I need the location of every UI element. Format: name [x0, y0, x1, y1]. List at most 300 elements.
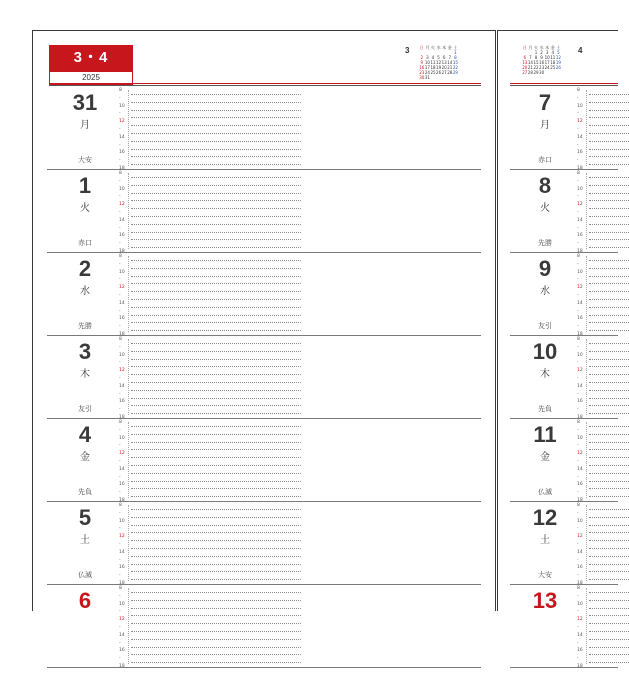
- hour-line: [131, 359, 301, 360]
- hour-line: [131, 156, 301, 157]
- mini-calendar-day: 17: [424, 65, 430, 70]
- hour-label: 18: [119, 165, 125, 171]
- hour-labels: [577, 89, 585, 175]
- day-row: [47, 165, 481, 254]
- hour-line: [131, 571, 301, 572]
- hour-guide: [128, 90, 129, 166]
- mini-calendar-day: 10: [544, 55, 550, 60]
- day-number: 2: [78, 256, 92, 281]
- mini-calendar-day: 30: [419, 75, 425, 80]
- hour-line: [131, 426, 301, 427]
- hour-label: 8: [577, 503, 580, 508]
- hour-label: 16: [119, 648, 125, 654]
- hour-label: 18: [577, 580, 583, 586]
- hour-line: [589, 413, 629, 414]
- hour-label: -: [119, 443, 121, 449]
- hour-label: -: [119, 209, 121, 215]
- hour-label: 18: [119, 414, 125, 420]
- hour-labels: [119, 504, 127, 590]
- hour-label: -: [577, 609, 579, 615]
- hour-label: 12: [119, 202, 125, 208]
- hour-line: [589, 571, 629, 572]
- hour-line: [131, 442, 301, 443]
- mini-calendar-weekday: 金: [447, 45, 452, 50]
- mini-calendar: [419, 45, 458, 80]
- mini-calendar-month: 3: [405, 46, 410, 55]
- day-rokuyo: 赤口: [78, 239, 92, 247]
- hour-line: [589, 200, 629, 201]
- day-weekday: 火: [80, 203, 90, 214]
- hour-label: -: [577, 308, 579, 314]
- mini-calendar-day: 27: [522, 70, 528, 75]
- hour-label: 18: [577, 663, 583, 669]
- hour-label: 10: [577, 518, 583, 524]
- hour-label: 14: [119, 300, 125, 306]
- hour-line: [131, 413, 301, 414]
- hour-line: [589, 315, 629, 316]
- hour-label: 8: [119, 88, 122, 93]
- hour-line: [131, 488, 301, 489]
- hour-label: -: [577, 541, 579, 547]
- hour-label: -: [577, 292, 579, 298]
- hour-line: [589, 579, 629, 580]
- hour-label: -: [577, 225, 579, 231]
- hour-line: [131, 481, 301, 482]
- hour-line: [131, 322, 301, 323]
- hour-labels: [577, 587, 585, 673]
- hour-label: -: [577, 427, 579, 433]
- hour-label: -: [119, 458, 121, 464]
- hour-line: [589, 564, 629, 565]
- mini-calendar-weekday: 金: [550, 45, 555, 50]
- hour-line: [131, 382, 301, 383]
- day-rokuyo: 先負: [78, 488, 92, 496]
- day-weekday: 土: [80, 535, 90, 546]
- hour-label: 14: [119, 134, 125, 140]
- mini-calendar-day: 9: [420, 60, 424, 65]
- hour-label: -: [119, 324, 121, 330]
- mini-calendar-day: 18: [430, 65, 436, 70]
- hour-label: 12: [119, 534, 125, 540]
- hour-line: [131, 102, 301, 103]
- hour-label: 10: [577, 103, 583, 109]
- hour-line: [131, 149, 301, 150]
- hour-line: [589, 509, 629, 510]
- month-tab: 3・4: [49, 45, 133, 71]
- hour-label: -: [577, 360, 579, 366]
- hour-label: 10: [119, 269, 125, 275]
- left-page: [32, 30, 496, 669]
- hour-line: [131, 343, 301, 344]
- hour-guide: [128, 588, 129, 664]
- hour-label: -: [119, 573, 121, 579]
- hour-label: 18: [119, 248, 125, 254]
- hour-labels: [119, 338, 127, 424]
- hour-guide: [586, 422, 587, 498]
- hour-line: [131, 548, 301, 549]
- hour-label: 10: [119, 435, 125, 441]
- hour-line: [131, 232, 301, 233]
- hour-label: 12: [577, 119, 583, 125]
- mini-calendar-day: 14: [447, 60, 453, 65]
- hour-label: 14: [119, 466, 125, 472]
- hour-label: -: [577, 474, 579, 480]
- hour-label: -: [119, 557, 121, 563]
- mini-calendar-day: 12: [555, 55, 561, 60]
- hour-line: [589, 260, 629, 261]
- mini-calendar-day: 21: [447, 65, 453, 70]
- hour-label: -: [577, 656, 579, 662]
- hour-line: [131, 662, 301, 663]
- hour-label: 16: [577, 316, 583, 322]
- hour-line: [131, 224, 301, 225]
- mini-calendar-day: 11: [550, 55, 556, 60]
- day-row: [47, 248, 481, 337]
- hour-label: 8: [119, 171, 122, 176]
- hour-label: 8: [119, 337, 122, 342]
- day-rokuyo: 友引: [78, 405, 92, 413]
- day-row: [47, 497, 481, 586]
- hour-label: 10: [577, 435, 583, 441]
- day-number: 31: [72, 90, 98, 115]
- mini-calendar-day: 3: [426, 55, 429, 60]
- hour-labels: [577, 421, 585, 507]
- hour-line: [589, 322, 629, 323]
- mini-calendar-weekday: 日: [419, 45, 424, 50]
- mini-calendar-week: [522, 70, 561, 75]
- mini-calendar-day: 24: [544, 65, 550, 70]
- hour-label: -: [119, 241, 121, 247]
- hour-label: -: [577, 277, 579, 283]
- hour-line: [589, 525, 629, 526]
- hour-line: [589, 299, 629, 300]
- hour-label: -: [577, 458, 579, 464]
- mini-calendar-day: 6: [523, 55, 527, 60]
- hour-label: 10: [119, 518, 125, 524]
- hour-line: [589, 283, 629, 284]
- hour-label: -: [577, 557, 579, 563]
- hour-label: 10: [119, 601, 125, 607]
- hour-line: [589, 239, 629, 240]
- mini-calendar-day: 16: [539, 60, 545, 65]
- hour-label: 10: [577, 186, 583, 192]
- hour-label: 16: [119, 565, 125, 571]
- hour-label: 16: [119, 316, 125, 322]
- day-weekday: 木: [80, 369, 90, 380]
- hour-line: [131, 366, 301, 367]
- hour-label: 18: [577, 248, 583, 254]
- hour-label: -: [119, 474, 121, 480]
- hour-label: -: [577, 526, 579, 532]
- day-row: [510, 497, 618, 586]
- hour-line: [589, 366, 629, 367]
- hour-line: [589, 247, 629, 248]
- hour-label: 18: [119, 497, 125, 503]
- mini-calendar-month: 4: [578, 46, 583, 55]
- hour-label: -: [577, 209, 579, 215]
- hour-label: 18: [119, 663, 125, 669]
- hour-label: -: [119, 95, 121, 101]
- hour-guide: [586, 173, 587, 249]
- hour-line: [589, 390, 629, 391]
- day-number: 6: [78, 588, 92, 613]
- hour-line: [131, 291, 301, 292]
- mini-calendar-day: 29: [452, 70, 458, 75]
- mini-calendar-day: 4: [551, 50, 555, 55]
- hour-line: [131, 374, 301, 375]
- hour-line: [131, 639, 301, 640]
- hour-label: -: [119, 277, 121, 283]
- header-rule: [510, 83, 618, 84]
- day-number: 13: [532, 588, 558, 613]
- hour-line: [131, 247, 301, 248]
- day-rokuyo: 先勝: [538, 239, 552, 247]
- hour-label: 14: [119, 383, 125, 389]
- hour-line: [131, 216, 301, 217]
- hour-label: 12: [577, 617, 583, 623]
- hour-line: [131, 268, 301, 269]
- day-row: [47, 414, 481, 503]
- hour-line: [131, 117, 301, 118]
- mini-calendar-day: 24: [424, 70, 430, 75]
- hour-label: -: [119, 344, 121, 350]
- hour-label: -: [119, 194, 121, 200]
- hour-label: 8: [577, 254, 580, 259]
- hour-line: [589, 149, 629, 150]
- mini-calendar-day: 1: [454, 50, 457, 55]
- day-number: 7: [538, 90, 552, 115]
- mini-calendar-day: 22: [452, 65, 458, 70]
- hour-label: -: [577, 178, 579, 184]
- day-weekday: 水: [540, 286, 550, 297]
- hour-label: 8: [577, 171, 580, 176]
- hour-label: -: [577, 261, 579, 267]
- hour-label: -: [577, 344, 579, 350]
- mini-calendar-weekday: 月: [528, 45, 533, 50]
- day-number: 10: [532, 339, 558, 364]
- hour-label: 8: [119, 254, 122, 259]
- hour-line: [131, 465, 301, 466]
- day-rokuyo: 仏滅: [78, 571, 92, 579]
- hour-line: [131, 94, 301, 95]
- mini-calendar-day: 16: [419, 65, 425, 70]
- hour-line: [131, 390, 301, 391]
- hour-line: [131, 276, 301, 277]
- hour-line: [589, 517, 629, 518]
- hour-line: [589, 481, 629, 482]
- hour-label: 18: [577, 331, 583, 337]
- hour-label: -: [119, 375, 121, 381]
- mini-calendar-day: 19: [436, 65, 442, 70]
- day-number: 9: [538, 256, 552, 281]
- hour-label: 14: [577, 300, 583, 306]
- hour-label: -: [119, 391, 121, 397]
- hour-line: [131, 564, 301, 565]
- hour-label: 16: [577, 482, 583, 488]
- hour-labels: [577, 255, 585, 341]
- hour-guide: [128, 173, 129, 249]
- hour-label: -: [577, 640, 579, 646]
- day-weekday: 水: [80, 286, 90, 297]
- hour-label: 10: [577, 601, 583, 607]
- mini-calendar-weekday: 水: [539, 45, 544, 50]
- mini-calendar-day: 5: [437, 55, 440, 60]
- hour-line: [589, 216, 629, 217]
- mini-calendar-day: 15: [452, 60, 458, 65]
- day-number: 1: [78, 173, 92, 198]
- hour-label: -: [577, 391, 579, 397]
- mini-calendar-day: 21: [527, 65, 533, 70]
- mini-calendar-weekday: 火: [533, 45, 538, 50]
- mini-calendar-day: [453, 75, 459, 80]
- hour-line: [589, 156, 629, 157]
- hour-line: [589, 398, 629, 399]
- hour-line: [589, 488, 629, 489]
- day-row: [47, 580, 481, 669]
- hour-label: 14: [577, 466, 583, 472]
- hour-line: [131, 283, 301, 284]
- hour-line: [131, 110, 301, 111]
- hour-label: -: [119, 111, 121, 117]
- mini-calendar-day: 20: [441, 65, 447, 70]
- hour-line: [131, 473, 301, 474]
- day-weekday: 土: [540, 535, 550, 546]
- mini-calendar-day: 26: [555, 65, 561, 70]
- mini-calendar-day: 3: [545, 50, 549, 55]
- hour-line: [131, 509, 301, 510]
- hour-label: 12: [119, 617, 125, 623]
- hour-line: [589, 268, 629, 269]
- hour-line: [589, 232, 629, 233]
- hour-guide: [128, 339, 129, 415]
- hour-label: -: [119, 526, 121, 532]
- hour-line: [131, 592, 301, 593]
- hour-labels: [119, 172, 127, 258]
- hour-label: -: [577, 126, 579, 132]
- hour-label: -: [119, 261, 121, 267]
- hour-line: [131, 608, 301, 609]
- day-rokuyo: 仏滅: [538, 488, 552, 496]
- hour-labels: [577, 504, 585, 590]
- hour-label: 10: [119, 186, 125, 192]
- hour-line: [131, 125, 301, 126]
- day-weekday: 金: [80, 452, 90, 463]
- hour-line: [131, 141, 301, 142]
- mini-calendar-day: 13: [522, 60, 528, 65]
- hour-label: -: [577, 573, 579, 579]
- day-weekday: 火: [540, 203, 550, 214]
- hour-line: [589, 434, 629, 435]
- day-number: 5: [78, 505, 92, 530]
- hour-label: 16: [577, 399, 583, 405]
- hour-label: 12: [577, 285, 583, 291]
- mini-calendar-day: 8: [534, 55, 538, 60]
- hour-line: [589, 662, 629, 663]
- right-page: [497, 30, 618, 669]
- mini-calendar-day: 27: [441, 70, 447, 75]
- hour-line: [131, 623, 301, 624]
- day-row: [47, 331, 481, 420]
- mini-calendar-day: 2: [420, 55, 424, 60]
- hour-line: [589, 110, 629, 111]
- hour-line: [589, 608, 629, 609]
- hour-label: 16: [577, 233, 583, 239]
- day-row: [47, 86, 481, 170]
- hour-line: [589, 600, 629, 601]
- hour-line: [589, 291, 629, 292]
- hour-label: 12: [119, 451, 125, 457]
- day-rokuyo: 大安: [538, 571, 552, 579]
- hour-label: 18: [577, 414, 583, 420]
- hour-labels: [119, 587, 127, 673]
- hour-label: 12: [119, 285, 125, 291]
- hour-line: [589, 276, 629, 277]
- hour-line: [131, 654, 301, 655]
- hour-line: [589, 592, 629, 593]
- hour-line: [131, 517, 301, 518]
- hour-line: [589, 382, 629, 383]
- mini-calendar-day: 15: [533, 60, 539, 65]
- hour-guide: [128, 505, 129, 581]
- hour-line: [131, 556, 301, 557]
- hour-line: [131, 579, 301, 580]
- hour-guide: [586, 588, 587, 664]
- hour-line: [131, 164, 301, 165]
- mini-calendar-week: [419, 75, 458, 80]
- mini-calendar-day: 28: [527, 70, 533, 75]
- hour-line: [131, 133, 301, 134]
- hour-label: 18: [577, 165, 583, 171]
- hour-line: [589, 457, 629, 458]
- hour-line: [131, 351, 301, 352]
- hour-label: -: [119, 292, 121, 298]
- mini-calendar-day: 7: [448, 55, 452, 60]
- hour-label: -: [119, 225, 121, 231]
- hour-line: [589, 177, 629, 178]
- hour-line: [589, 330, 629, 331]
- hour-line: [589, 359, 629, 360]
- hour-label: 14: [119, 632, 125, 638]
- day-row: [510, 414, 618, 503]
- hour-guide: [586, 256, 587, 332]
- mini-calendar-day: 19: [555, 60, 561, 65]
- hour-label: 8: [119, 586, 122, 591]
- hour-label: -: [577, 95, 579, 101]
- hour-line: [131, 457, 301, 458]
- mini-calendar-day: 13: [441, 60, 447, 65]
- hour-label: -: [119, 308, 121, 314]
- header-rule: [49, 83, 481, 84]
- hour-line: [131, 260, 301, 261]
- hour-line: [131, 647, 301, 648]
- hour-line: [131, 200, 301, 201]
- mini-calendar-day: 8: [454, 55, 457, 60]
- mini-calendar-day: 25: [550, 65, 556, 70]
- hour-label: -: [119, 624, 121, 630]
- day-rokuyo: 赤口: [538, 156, 552, 164]
- hour-line: [589, 465, 629, 466]
- hour-labels: [119, 89, 127, 175]
- hour-line: [589, 208, 629, 209]
- hour-label: 14: [577, 549, 583, 555]
- mini-calendar-day: 18: [550, 60, 556, 65]
- mini-calendar-day: 23: [539, 65, 545, 70]
- day-row: [510, 248, 618, 337]
- mini-calendar-day: 12: [436, 60, 442, 65]
- hour-label: 10: [119, 103, 125, 109]
- hour-label: -: [119, 407, 121, 413]
- hour-line: [131, 496, 301, 497]
